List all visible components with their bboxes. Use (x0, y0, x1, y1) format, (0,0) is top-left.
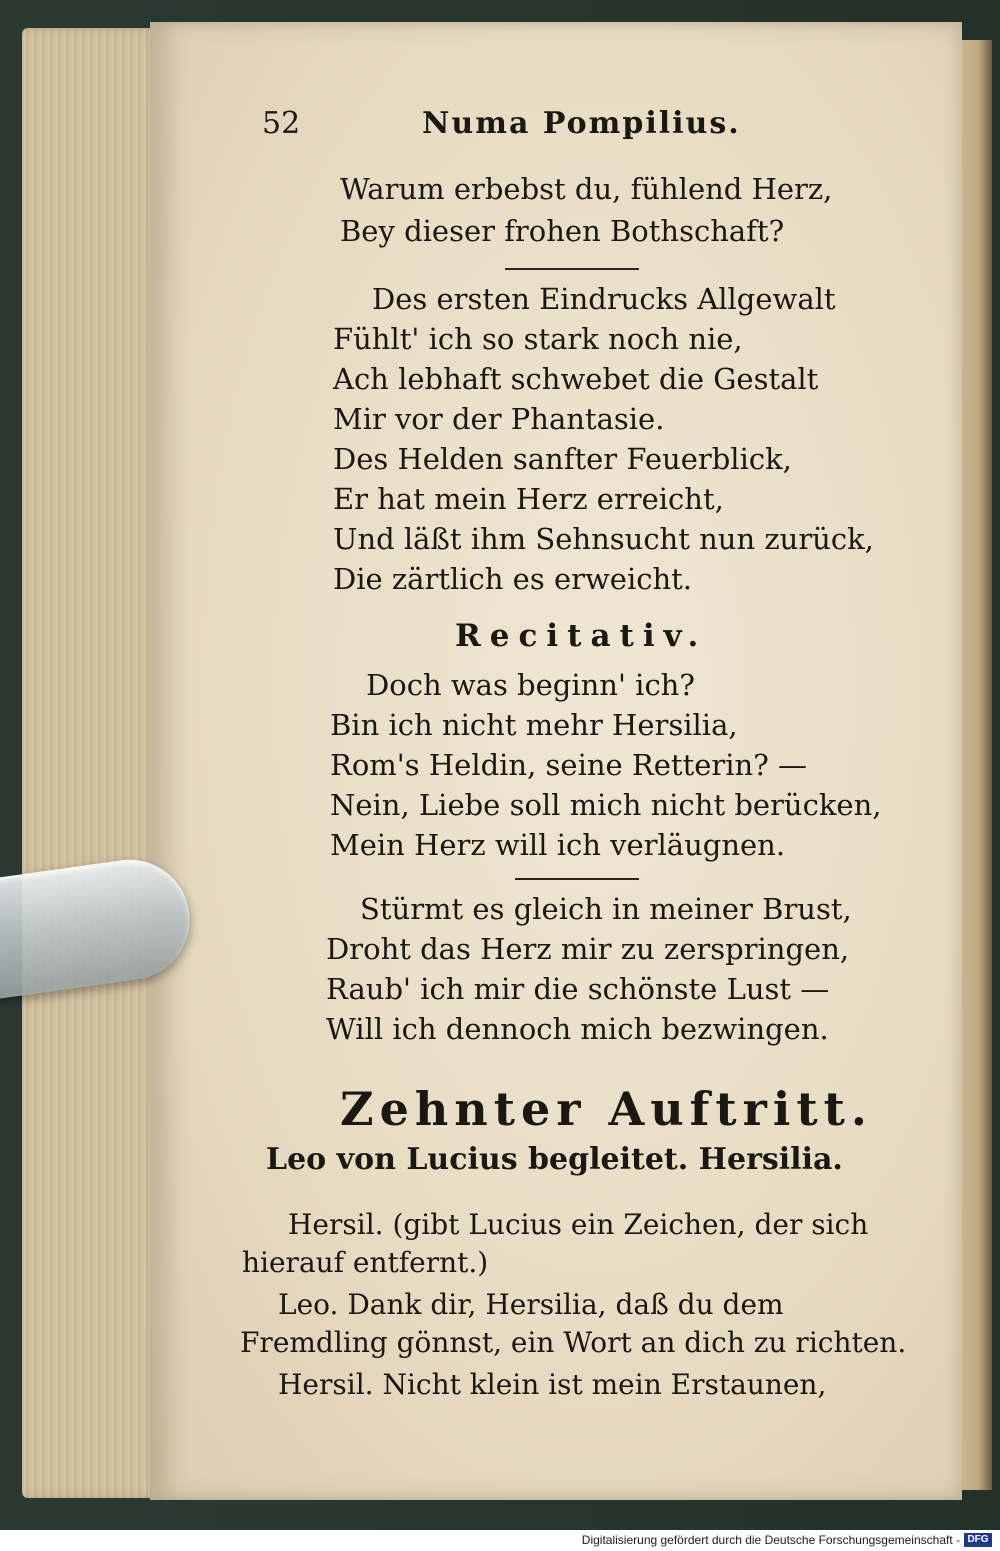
verse-line: Des Helden sanfter Feuerblick, (333, 442, 792, 476)
verse-line: Mein Herz will ich verläugnen. (330, 828, 786, 862)
verse-line: Bey dieser frohen Bothschaft? (340, 214, 785, 248)
verse-line: Droht das Herz mir zu zerspringen, (326, 932, 850, 966)
verse-line: Nein, Liebe soll mich nicht berücken, (330, 788, 882, 822)
dfg-logo: DFG (964, 1533, 992, 1547)
dialogue-line: hierauf entfernt.) (242, 1246, 489, 1279)
page-number: 52 (262, 106, 301, 141)
verse-line: Rom's Heldin, seine Retterin? — (330, 748, 807, 782)
scene-cast: Leo von Lucius begleitet. Hersilia. (266, 1142, 843, 1177)
verse-line: Und läßt ihm Sehnsucht nun zurück, (333, 522, 874, 556)
divider-rule (505, 268, 639, 270)
dialogue-line: Leo. Dank dir, Hersilia, daß du dem (278, 1288, 784, 1321)
verse-line: Will ich dennoch mich bezwingen. (326, 1012, 829, 1046)
dialogue-line: Hersil. Nicht klein ist mein Erstaunen, (278, 1368, 827, 1401)
scene-heading: Zehnter Auftritt. (340, 1082, 873, 1136)
divider-rule (515, 878, 639, 880)
verse-line: Des ersten Eindrucks Allgewalt (372, 282, 836, 316)
verse-line: Raub' ich mir die schönste Lust — (326, 972, 830, 1006)
verse-line: Stürmt es gleich in meiner Brust, (360, 892, 852, 926)
verse-line: Mir vor der Phantasie. (333, 402, 665, 436)
section-title-recitativ: Recitativ. (455, 618, 708, 654)
verse-line: Fühlt' ich so stark noch nie, (333, 322, 743, 356)
footer-credit: Digitalisierung gefördert durch die Deutsche Forschungsgemeinschaft - (581, 1533, 960, 1547)
verse-line: Ach lebhaft schwebet die Gestalt (333, 362, 819, 396)
footer-bar (0, 1530, 1000, 1551)
verse-line: Bin ich nicht mehr Hersilia, (330, 708, 738, 742)
verse-line: Warum erbebst du, fühlend Herz, (340, 172, 833, 206)
right-page-edge (958, 40, 992, 1490)
verse-line: Doch was beginn' ich? (366, 668, 695, 702)
dialogue-line: Fremdling gönnst, ein Wort an dich zu richten. (240, 1326, 907, 1359)
running-head: Numa Pompilius. (422, 106, 741, 141)
verse-line: Er hat mein Herz erreicht, (333, 482, 724, 516)
dialogue-line: Hersil. (gibt Lucius ein Zeichen, der sich (288, 1208, 869, 1241)
verse-line: Die zärtlich es erweicht. (333, 562, 693, 596)
book-page-edges (22, 28, 162, 1498)
